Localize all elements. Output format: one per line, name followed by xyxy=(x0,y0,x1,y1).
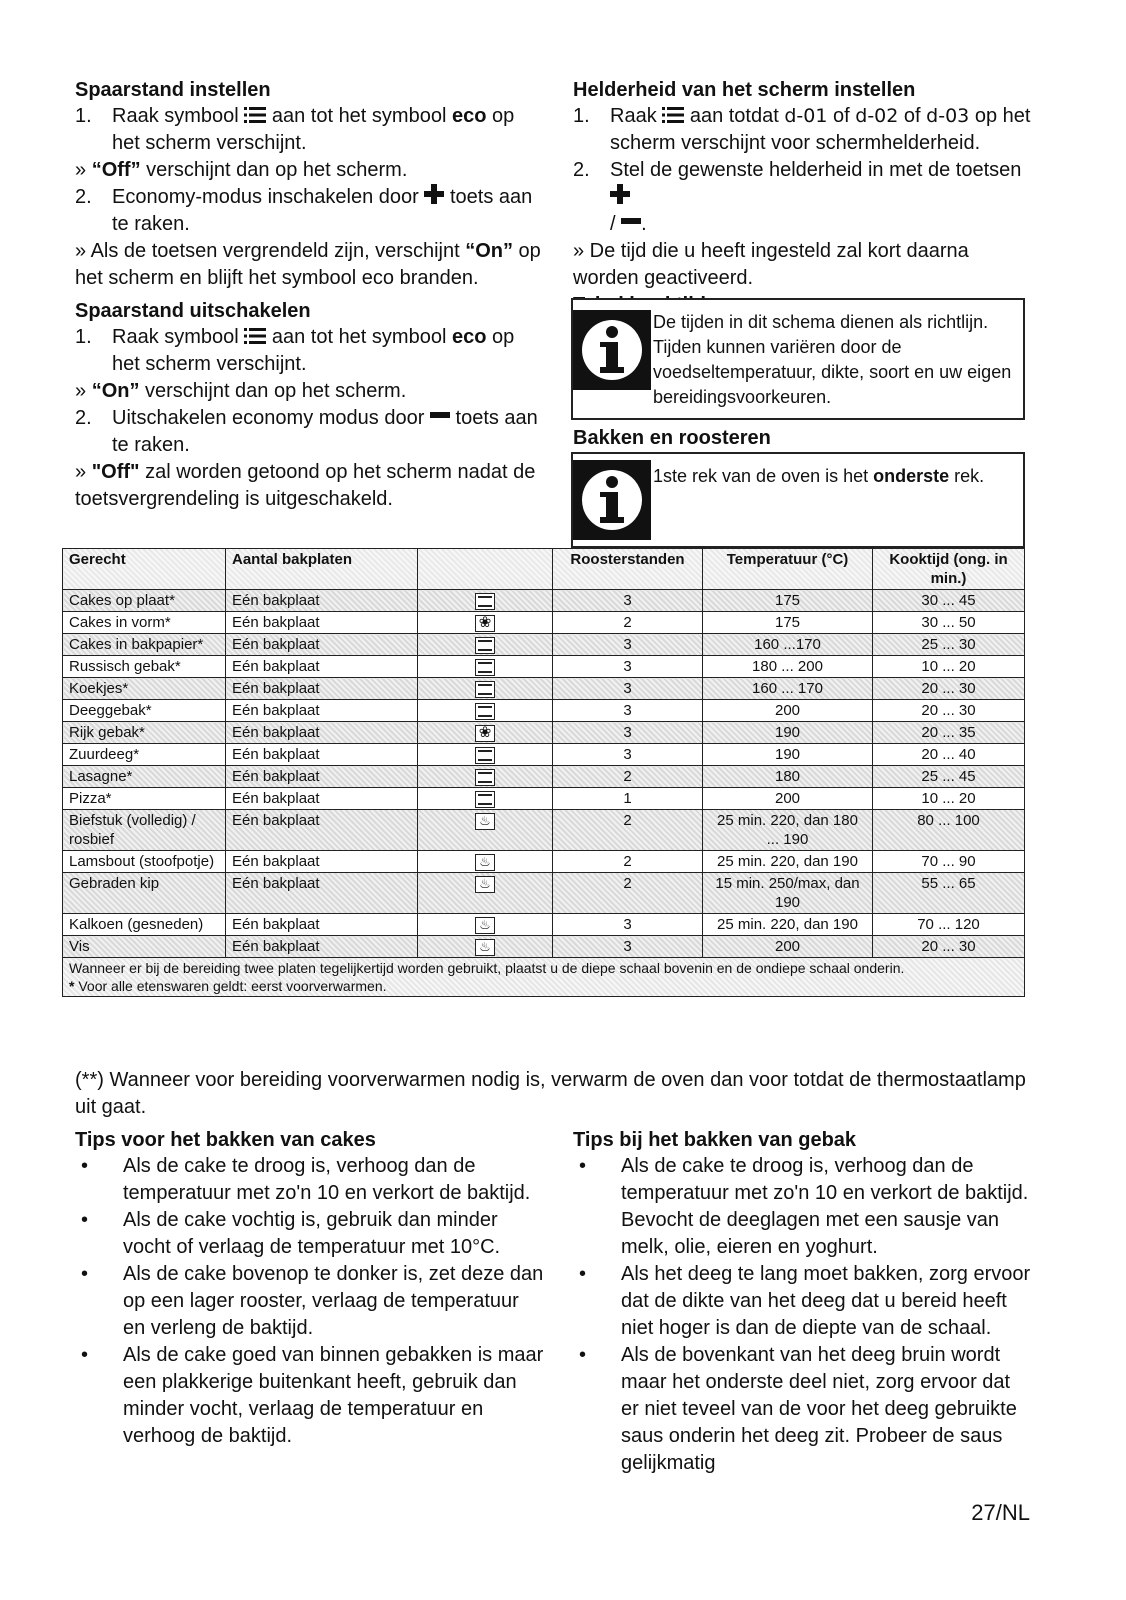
top-bottom-icon xyxy=(475,703,495,720)
tip-item: • Als de bovenkant van het deeg bruin wordt maar het onderste deel niet, zorg ervoor dat er niet teveel van de voor het deeg gebruikte saus onderin het deeg zit. Probeer de saus gelijkmatig xyxy=(579,1344,1017,1474)
tip-item: • Als de cake vochtig is, gebruik dan minder vocht of verlaag de temperatuur met 10°C. xyxy=(81,1209,501,1258)
cell-rack: 3 xyxy=(553,656,703,678)
cell-trays: Eén bakplaat xyxy=(226,744,418,766)
step-item: 1. Raak symbool aan tot het symbool eco op het scherm verschijnt. xyxy=(75,105,515,154)
cell-trays: Eén bakplaat xyxy=(226,634,418,656)
cell-trays: Eén bakplaat xyxy=(226,936,418,958)
heating-mode-cell xyxy=(418,590,553,612)
bullet-icon: • xyxy=(81,1209,89,1231)
bullet-icon: • xyxy=(81,1155,89,1177)
step-item: 2. Stel de gewenste helderheid in met de toetsen / . xyxy=(573,159,1022,235)
table-row xyxy=(63,634,1025,656)
tips-gebak-list xyxy=(573,1153,1033,1477)
grill-fan-icon xyxy=(475,854,495,871)
cell-rack: 2 xyxy=(553,873,703,914)
note: » "Off" zal worden getoond op het scherm nadat de toetsvergrendeling is uitgeschakeld. xyxy=(75,461,536,510)
bullet-icon: • xyxy=(579,1263,587,1285)
cell-dish: Russisch gebak* xyxy=(63,656,226,678)
cell-dish: Zuurdeeg* xyxy=(63,744,226,766)
top-bottom-icon xyxy=(475,769,495,786)
col-header xyxy=(418,549,553,590)
cell-time: 20 ... 35 xyxy=(873,722,1025,744)
plus-icon xyxy=(610,184,630,204)
heating-mode-cell xyxy=(418,936,553,958)
heating-mode-cell xyxy=(418,788,553,810)
table-row xyxy=(63,678,1025,700)
cell-rack: 2 xyxy=(553,612,703,634)
top-bottom-icon xyxy=(475,659,495,676)
heating-mode-cell xyxy=(418,722,553,744)
heating-mode-cell xyxy=(418,612,553,634)
cell-temp: 175 xyxy=(703,590,873,612)
tip-item: • Als de cake bovenop te donker is, zet deze dan op een lager rooster, verlaag de temperatuur en verleng de baktijd. xyxy=(81,1263,544,1339)
plus-icon xyxy=(424,184,444,204)
cell-time: 55 ... 65 xyxy=(873,873,1025,914)
heading-tips-gebak: Tips bij het bakken van gebak xyxy=(573,1129,857,1151)
cell-rack: 2 xyxy=(553,810,703,851)
tips-cakes-list xyxy=(75,1153,545,1450)
table-row xyxy=(63,722,1025,744)
cell-dish: Deeggebak* xyxy=(63,700,226,722)
cell-dish: Cakes in bakpapier* xyxy=(63,634,226,656)
table-row xyxy=(63,590,1025,612)
cell-rack: 3 xyxy=(553,744,703,766)
cell-trays: Eén bakplaat xyxy=(226,851,418,873)
cell-temp: 25 min. 220, dan 180 ... 190 xyxy=(703,810,873,851)
top-bottom-icon xyxy=(475,637,495,654)
display-code: d-02 xyxy=(855,105,899,127)
cell-time: 70 ... 120 xyxy=(873,914,1025,936)
table-row xyxy=(63,851,1025,873)
step-item: 1. Raak symbool aan tot het symbool eco op het scherm verschijnt. xyxy=(75,326,515,375)
table-row xyxy=(63,873,1025,914)
cell-temp: 180 xyxy=(703,766,873,788)
eco-label: eco xyxy=(451,326,487,348)
tip-item: • Als de cake goed van binnen gebakken is maar een plakkerige buitenkant heeft, gebruik dan minder vocht, verlaag de temperatuur en verhoog de baktijd. xyxy=(81,1344,544,1447)
right-column xyxy=(573,77,1033,318)
footnote: * Voor alle etenswaren geldt: eerst voorverwarmen. xyxy=(69,978,387,994)
cell-time: 20 ... 30 xyxy=(873,936,1025,958)
info-box-bakken xyxy=(571,452,1025,548)
cell-temp: 15 min. 250/max, dan 190 xyxy=(703,873,873,914)
cell-rack: 2 xyxy=(553,766,703,788)
cell-time: 25 ... 45 xyxy=(873,766,1025,788)
bullet-icon: • xyxy=(579,1155,587,1177)
left-column xyxy=(75,77,545,513)
tip-item: • Als het deeg te lang moet bakken, zorg ervoor dat de dikte van het deeg dat u bereid heeft niet hoger is dan de diepte van de schaal. xyxy=(579,1263,1031,1339)
heating-mode-cell xyxy=(418,810,553,851)
grill-fan-icon xyxy=(475,939,495,956)
table-row xyxy=(63,700,1025,722)
heading-tips-cakes: Tips voor het bakken van cakes xyxy=(75,1129,376,1151)
col-header: Temperatuur (°C) xyxy=(703,549,873,590)
step-item: 2. Economy-modus inschakelen door toets aan te raken. xyxy=(75,186,533,235)
cell-dish: Vis xyxy=(63,936,226,958)
info-text: De tijden in dit schema dienen als richtlijn. Tijden kunnen variëren door de voedseltemperatuur, dikte, soort en uw eigen bereidingsvoorkeuren. xyxy=(653,312,1012,407)
heating-mode-cell xyxy=(418,744,553,766)
steps-spaarstand-instellen xyxy=(75,103,545,157)
cell-time: 10 ... 20 xyxy=(873,656,1025,678)
table-row xyxy=(63,656,1025,678)
cell-temp: 160 ...170 xyxy=(703,634,873,656)
info-text: 1ste rek van de oven is het onderste rek. xyxy=(653,466,985,486)
footnote: Wanneer er bij de bereiding twee platen tegelijkertijd worden gebruikt, plaatst u de diepe schaal bovenin en de ondiepe schaal onderin. xyxy=(69,960,905,976)
tip-item: • Als de cake te droog is, verhoog dan de temperatuur met zo'n 10 en verkort de baktijd. Bevocht de deeglagen met een sausje van melk, olie, eieren en yoghurt. xyxy=(579,1155,1029,1258)
cell-dish: Biefstuk (volledig) / rosbief xyxy=(63,810,226,851)
cell-time: 25 ... 30 xyxy=(873,634,1025,656)
cell-time: 20 ... 40 xyxy=(873,744,1025,766)
grill-fan-icon xyxy=(475,813,495,830)
display-code: d-01 xyxy=(784,105,828,127)
col-header: Aantal bakplaten xyxy=(226,549,418,590)
table-footnote-row xyxy=(63,958,1025,997)
cell-rack: 3 xyxy=(553,936,703,958)
preheat-note: (**) Wanneer voor bereiding voorverwarmen nodig is, verwarm de oven dan voor totdat de thermostaatlamp uit gaat. xyxy=(75,1069,1026,1118)
col-header: Kooktijd (ong. in min.) xyxy=(873,549,1025,590)
bullet-icon: • xyxy=(81,1344,89,1366)
table-row xyxy=(63,612,1025,634)
cell-temp: 175 xyxy=(703,612,873,634)
table-row xyxy=(63,936,1025,958)
step-item: 1. Raak aan totdat d-01 of d-02 of d-03 op het scherm verschijnt voor schermhelderheid. xyxy=(573,105,1031,154)
eco-label: eco xyxy=(451,105,487,127)
cell-trays: Eén bakplaat xyxy=(226,656,418,678)
step-item: 2. Uitschakelen economy modus door toets aan te raken. xyxy=(75,407,538,456)
table-row xyxy=(63,788,1025,810)
menu-icon xyxy=(244,106,266,124)
top-bottom-icon xyxy=(475,791,495,808)
cell-temp: 190 xyxy=(703,722,873,744)
cell-rack: 2 xyxy=(553,851,703,873)
top-bottom-icon xyxy=(475,681,495,698)
cell-time: 70 ... 90 xyxy=(873,851,1025,873)
cell-rack: 3 xyxy=(553,914,703,936)
cell-trays: Eén bakplaat xyxy=(226,722,418,744)
minus-icon xyxy=(430,405,450,425)
minus-icon xyxy=(621,211,641,231)
heading-spaarstand-uitschakelen: Spaarstand uitschakelen xyxy=(75,300,311,322)
top-bottom-icon xyxy=(475,593,495,610)
display-code: d-03 xyxy=(926,105,970,127)
page-number: 27/NL xyxy=(971,1500,1030,1525)
cell-rack: 1 xyxy=(553,788,703,810)
note: » De tijd die u heeft ingesteld zal kort daarna worden geactiveerd. xyxy=(573,240,969,289)
cell-dish: Gebraden kip xyxy=(63,873,226,914)
cell-dish: Lasagne* xyxy=(63,766,226,788)
bullet-icon: • xyxy=(81,1263,89,1285)
note: » Als de toetsen vergrendeld zijn, verschijnt “On” op het scherm en blijft het symbool eco branden. xyxy=(75,240,541,289)
cell-time: 30 ... 50 xyxy=(873,612,1025,634)
heading-spaarstand-instellen: Spaarstand instellen xyxy=(75,79,271,101)
cell-trays: Eén bakplaat xyxy=(226,810,418,851)
heating-mode-cell xyxy=(418,678,553,700)
cell-rack: 3 xyxy=(553,700,703,722)
cell-trays: Eén bakplaat xyxy=(226,590,418,612)
tips-gebak xyxy=(573,1127,1033,1477)
heating-mode-cell xyxy=(418,873,553,914)
menu-icon xyxy=(244,327,266,345)
cell-temp: 200 xyxy=(703,788,873,810)
cell-dish: Kalkoen (gesneden) xyxy=(63,914,226,936)
heating-mode-cell xyxy=(418,700,553,722)
cell-temp: 200 xyxy=(703,936,873,958)
menu-icon xyxy=(662,106,684,124)
cell-trays: Eén bakplaat xyxy=(226,766,418,788)
heating-mode-cell xyxy=(418,634,553,656)
heading-helderheid: Helderheid van het scherm instellen xyxy=(573,79,916,101)
cell-dish: Cakes op plaat* xyxy=(63,590,226,612)
info-box-tabel xyxy=(571,298,1025,420)
fan-icon xyxy=(475,615,495,632)
cell-time: 30 ... 45 xyxy=(873,590,1025,612)
bullet-icon: • xyxy=(579,1344,587,1366)
grill-fan-icon xyxy=(475,876,495,893)
cell-rack: 3 xyxy=(553,634,703,656)
cell-rack: 3 xyxy=(553,678,703,700)
cell-dish: Cakes in vorm* xyxy=(63,612,226,634)
cell-rack: 3 xyxy=(553,590,703,612)
col-header: Gerecht xyxy=(63,549,226,590)
tips-cakes xyxy=(75,1127,545,1450)
tip-item: • Als de cake te droog is, verhoog dan de temperatuur met zo'n 10 en verkort de baktijd. xyxy=(81,1155,531,1204)
cell-temp: 200 xyxy=(703,700,873,722)
cell-dish: Rijk gebak* xyxy=(63,722,226,744)
cell-time: 20 ... 30 xyxy=(873,678,1025,700)
cell-trays: Eén bakplaat xyxy=(226,914,418,936)
heating-mode-cell xyxy=(418,766,553,788)
table-row xyxy=(63,914,1025,936)
note: » “Off” verschijnt dan op het scherm. xyxy=(75,159,408,181)
cell-dish: Koekjes* xyxy=(63,678,226,700)
heating-mode-cell xyxy=(418,914,553,936)
table-header-row xyxy=(63,549,1025,590)
cell-time: 80 ... 100 xyxy=(873,810,1025,851)
note: » “On” verschijnt dan op het scherm. xyxy=(75,380,407,402)
cell-trays: Eén bakplaat xyxy=(226,678,418,700)
cell-trays: Eén bakplaat xyxy=(226,873,418,914)
col-header: Roosterstanden xyxy=(553,549,703,590)
info-icon xyxy=(573,310,651,390)
heading-bakken-roosteren: Bakken en roosteren xyxy=(573,427,771,449)
heating-mode-cell xyxy=(418,656,553,678)
cell-rack: 3 xyxy=(553,722,703,744)
heating-mode-cell xyxy=(418,851,553,873)
cell-trays: Eén bakplaat xyxy=(226,612,418,634)
cell-temp: 25 min. 220, dan 190 xyxy=(703,851,873,873)
info-icon xyxy=(573,460,651,540)
cell-temp: 25 min. 220, dan 190 xyxy=(703,914,873,936)
cell-dish: Lamsbout (stoofpotje) xyxy=(63,851,226,873)
table-row xyxy=(63,766,1025,788)
cell-temp: 180 ... 200 xyxy=(703,656,873,678)
cell-time: 20 ... 30 xyxy=(873,700,1025,722)
grill-fan-icon xyxy=(475,917,495,934)
top-bottom-icon xyxy=(475,747,495,764)
cooking-table xyxy=(62,548,1025,997)
cell-dish: Pizza* xyxy=(63,788,226,810)
fan-icon xyxy=(475,725,495,742)
cell-trays: Eén bakplaat xyxy=(226,788,418,810)
table-row xyxy=(63,810,1025,851)
cell-time: 10 ... 20 xyxy=(873,788,1025,810)
cell-temp: 190 xyxy=(703,744,873,766)
cell-trays: Eén bakplaat xyxy=(226,700,418,722)
cell-temp: 160 ... 170 xyxy=(703,678,873,700)
table-row xyxy=(63,744,1025,766)
